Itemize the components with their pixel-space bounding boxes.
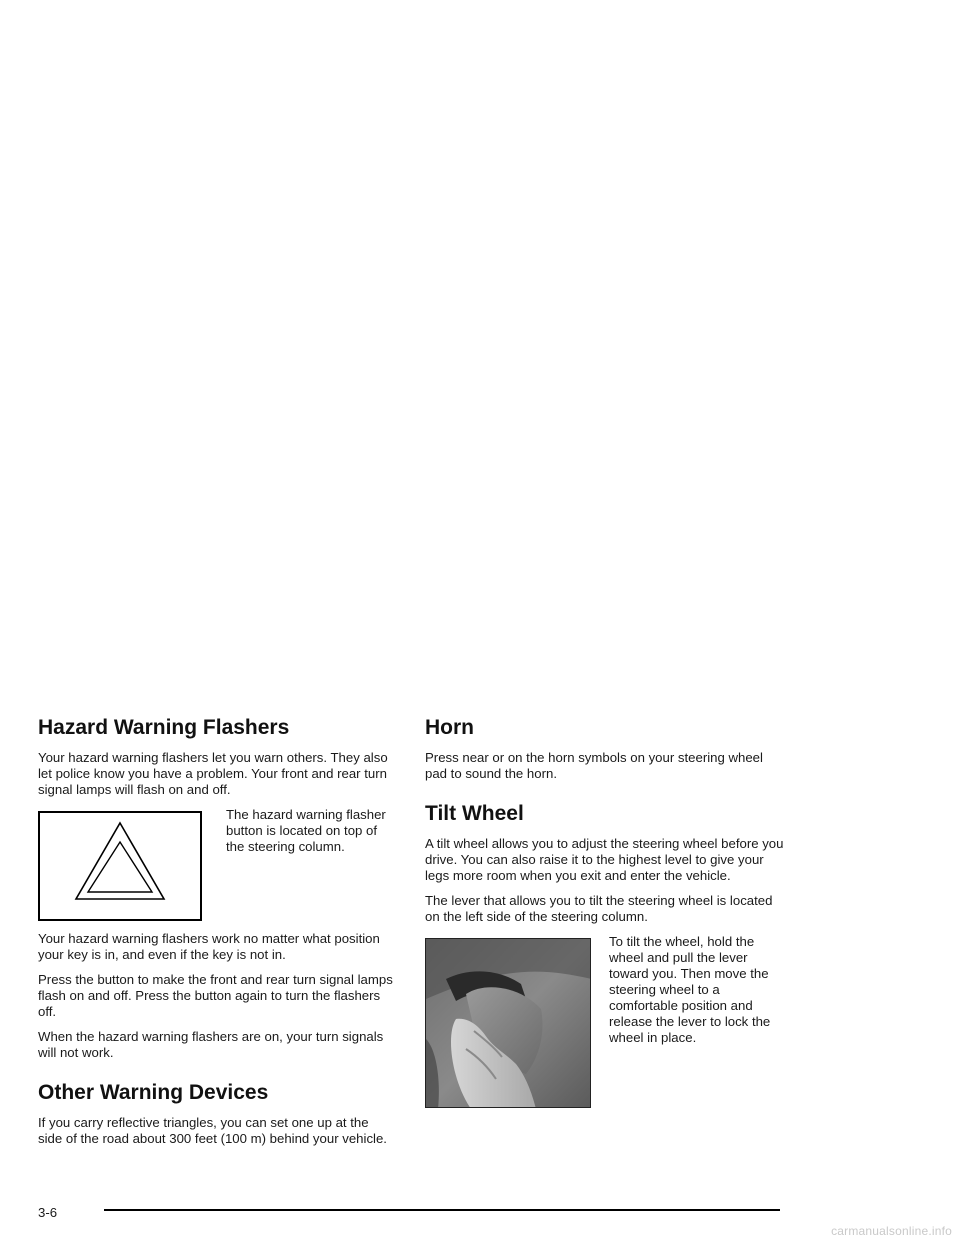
right-column [425,714,785,1118]
section-title-hazard: Hazard Warning Flashers [38,716,290,739]
hazard-paragraph-1: Your hazard warning flashers let you warn others. They also let police know you have a problem. Your front and rear turn signal lamps will flash on and off. [38,750,388,797]
watermark: carmanualsonline.info [831,1224,952,1238]
horn-paragraph-1: Press near or on the horn symbols on your steering wheel pad to sound the horn. [425,750,763,781]
other-devices-paragraph-1: If you carry reflective triangles, you can set one up at the side of the road about 300 feet (100 m) behind your vehicle. [38,1115,387,1146]
hazard-paragraph-2: Your hazard warning flashers work no matter what position your key is in, and even if the key is not in. [38,931,380,962]
hazard-triangle-icon [40,813,200,919]
hazard-figure-row [38,807,394,921]
left-column [38,714,394,1156]
section-title-tilt-wheel: Tilt Wheel [425,802,524,825]
tilt-paragraph-2: The lever that allows you to tilt the steering wheel is located on the left side of the steering column. [425,893,773,924]
section-title-horn: Horn [425,716,474,739]
footer-rule [104,1209,780,1211]
tilt-lever-photo [425,938,591,1108]
tilt-photo-caption: To tilt the wheel, hold the wheel and pull the lever toward you. Then move the steering wheel to a comfortable position and release the lever to lock the wheel in place. [609,934,771,1045]
hazard-paragraph-4: When the hazard warning flashers are on, your turn signals will not work. [38,1029,384,1060]
hazard-figure-caption: The hazard warning flasher button is located on top of the steering column. [226,807,386,854]
hazard-figure [38,811,202,921]
page-number: 3-6 [38,1205,58,1220]
section-title-other-devices: Other Warning Devices [38,1081,269,1104]
tilt-figure-row [425,934,785,1108]
hazard-paragraph-3: Press the button to make the front and rear turn signal lamps flash on and off. Press the button again to turn the flashers off. [38,972,393,1019]
tilt-paragraph-1: A tilt wheel allows you to adjust the steering wheel before you drive. You can also raise it to the highest level to give your legs more room when you exit and enter the vehicle. [425,836,784,883]
tilt-lever-photo-image [426,939,591,1108]
